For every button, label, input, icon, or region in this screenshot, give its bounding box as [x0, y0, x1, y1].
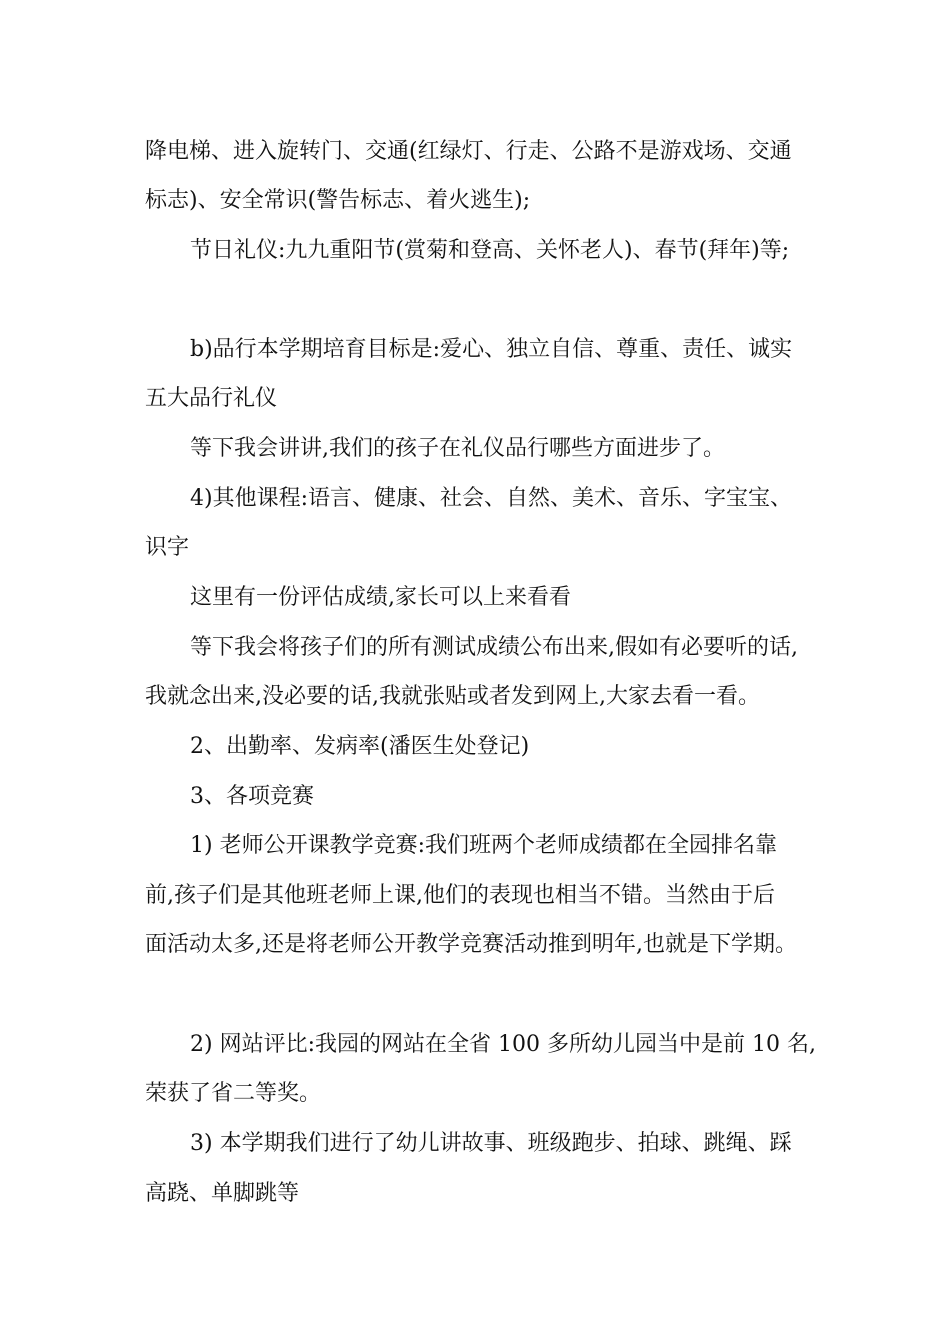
text-line: 我就念出来,没必要的话,我就张贴或者发到网上,大家去看一看。 [145, 684, 760, 709]
text-line: 1) 老师公开课教学竞赛:我们班两个老师成绩都在全园排名靠 [190, 833, 777, 858]
text-line: 这里有一份评估成绩,家长可以上来看看 [190, 585, 571, 610]
text-line: 节日礼仪:九九重阳节(赏菊和登高、关怀老人)、春节(拜年)等; [190, 238, 790, 263]
text-line: 等下我会将孩子们的所有测试成绩公布出来,假如有必要听的话, [190, 635, 798, 660]
text-line: 荣获了省二等奖。 [145, 1081, 322, 1106]
text-line: 4)其他课程:语言、健康、社会、自然、美术、音乐、字宝宝、 [190, 486, 792, 511]
text-line: 高跷、单脚跳等 [145, 1181, 300, 1206]
text-line: 降电梯、进入旋转门、交通(红绿灯、行走、公路不是游戏场、交通 [145, 139, 792, 164]
text-line: 标志)、安全常识(警告标志、着火逃生); [145, 188, 531, 213]
text-line: 前,孩子们是其他班老师上课,他们的表现也相当不错。当然由于后 [145, 883, 775, 908]
text-line: 3、各项竞赛 [190, 784, 314, 809]
text-line: 2、出勤率、发病率(潘医生处登记) [190, 734, 530, 759]
text-line: 五大品行礼仪 [145, 386, 278, 411]
text-line: 3) 本学期我们进行了幼儿讲故事、班级跑步、拍球、跳绳、踩 [190, 1131, 792, 1156]
text-line: b)品行本学期培育目标是:爱心、独立自信、尊重、责任、诚实 [190, 337, 793, 362]
text-line: 识字 [145, 535, 190, 560]
text-line: 2) 网站评比:我园的网站在全省 100 多所幼儿园当中是前 10 名, [190, 1032, 816, 1057]
text-line: 面活动太多,还是将老师公开教学竞赛活动推到明年,也就是下学期。 [145, 932, 797, 957]
text-line: 等下我会讲讲,我们的孩子在礼仪品行哪些方面进步了。 [190, 436, 725, 461]
